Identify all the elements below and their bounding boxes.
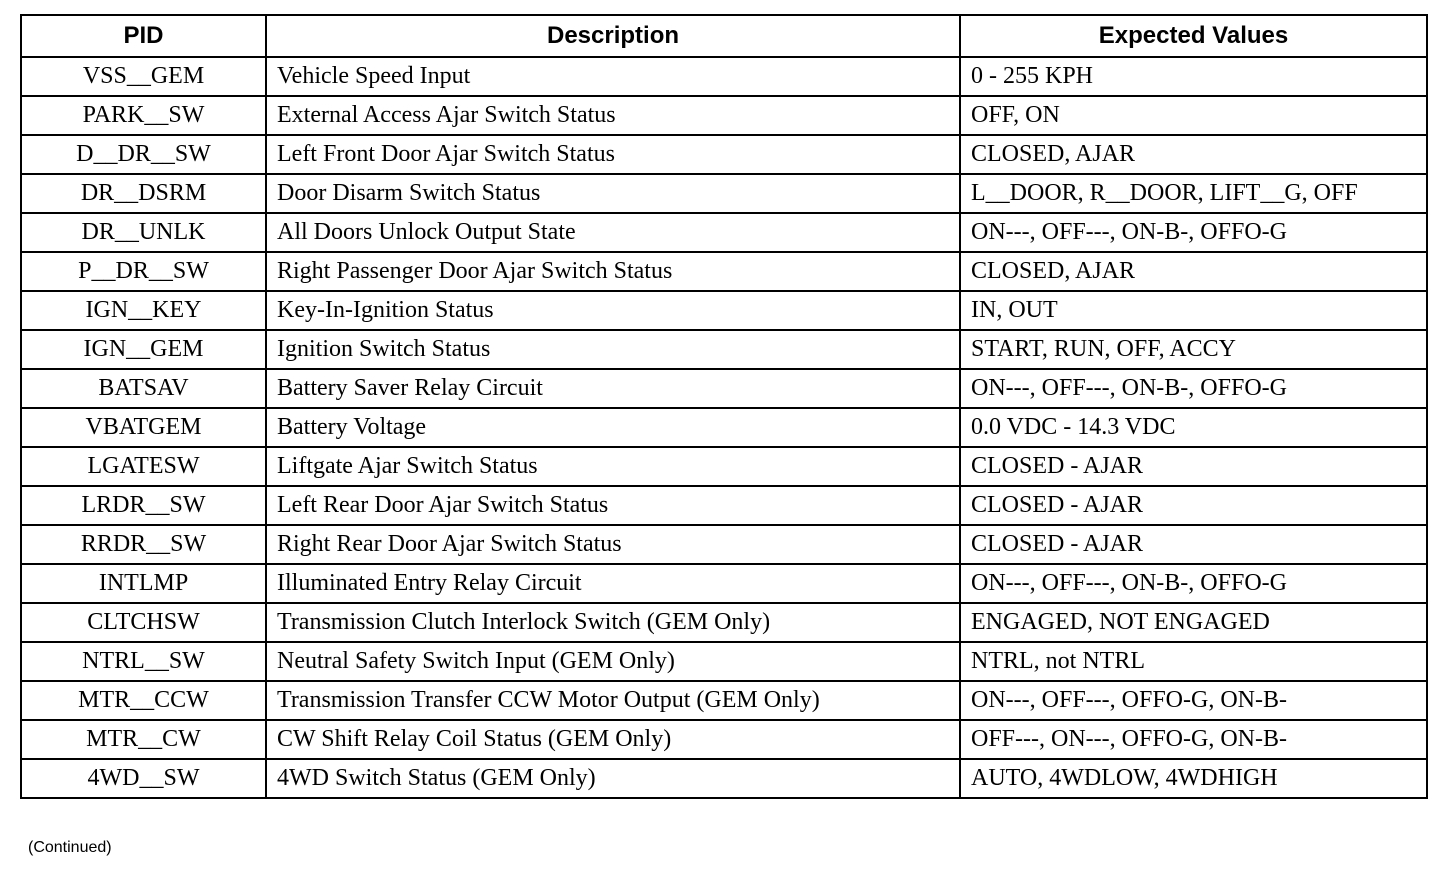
table-row [21,408,1427,447]
table-row [21,96,1427,135]
expected-values-cell: CLOSED, AJAR [960,252,1427,291]
expected-values-cell: CLOSED - AJAR [960,486,1427,525]
table-row [21,447,1427,486]
pid-cell: NTRL__SW [21,642,266,681]
pid-table [20,14,1428,799]
table-row [21,213,1427,252]
expected-values-cell: START, RUN, OFF, ACCY [960,330,1427,369]
expected-values-cell: 0.0 VDC - 14.3 VDC [960,408,1427,447]
expected-values-cell: ON---, OFF---, ON-B-, OFFO-G [960,564,1427,603]
description-cell: Ignition Switch Status [266,330,960,369]
pid-cell: P__DR__SW [21,252,266,291]
pid-cell: MTR__CW [21,720,266,759]
pid-cell: IGN__GEM [21,330,266,369]
description-cell: Transmission Transfer CCW Motor Output (GEM Only) [266,681,960,720]
description-cell: Battery Saver Relay Circuit [266,369,960,408]
description-cell: Left Rear Door Ajar Switch Status [266,486,960,525]
table-row [21,564,1427,603]
pid-cell: VBATGEM [21,408,266,447]
table-row [21,369,1427,408]
table-row [21,174,1427,213]
description-cell: Left Front Door Ajar Switch Status [266,135,960,174]
table-row [21,135,1427,174]
description-cell: Liftgate Ajar Switch Status [266,447,960,486]
expected-values-column-header: Expected Values [960,15,1427,57]
table-row [21,642,1427,681]
table-row [21,57,1427,96]
expected-values-cell: L__DOOR, R__DOOR, LIFT__G, OFF [960,174,1427,213]
pid-cell: IGN__KEY [21,291,266,330]
expected-values-cell: ON---, OFF---, OFFO-G, ON-B- [960,681,1427,720]
expected-values-cell: NTRL, not NTRL [960,642,1427,681]
description-cell: Illuminated Entry Relay Circuit [266,564,960,603]
table-row [21,252,1427,291]
expected-values-cell: ON---, OFF---, ON-B-, OFFO-G [960,213,1427,252]
pid-cell: CLTCHSW [21,603,266,642]
pid-cell: LRDR__SW [21,486,266,525]
description-cell: Battery Voltage [266,408,960,447]
pid-cell: DR__UNLK [21,213,266,252]
expected-values-cell: IN, OUT [960,291,1427,330]
description-cell: All Doors Unlock Output State [266,213,960,252]
table-row [21,486,1427,525]
table-row [21,291,1427,330]
expected-values-cell: ON---, OFF---, ON-B-, OFFO-G [960,369,1427,408]
table-body [21,57,1427,798]
pid-column-header: PID [21,15,266,57]
pid-cell: VSS__GEM [21,57,266,96]
description-cell: Door Disarm Switch Status [266,174,960,213]
table-row [21,720,1427,759]
description-cell: Key-In-Ignition Status [266,291,960,330]
description-cell: Right Rear Door Ajar Switch Status [266,525,960,564]
description-column-header: Description [266,15,960,57]
continued-note: (Continued) [28,839,112,856]
pid-cell: DR__DSRM [21,174,266,213]
table-row [21,603,1427,642]
pid-cell: MTR__CCW [21,681,266,720]
pid-cell: PARK__SW [21,96,266,135]
header-row [21,15,1427,57]
table-row [21,681,1427,720]
expected-values-cell: AUTO, 4WDLOW, 4WDHIGH [960,759,1427,798]
description-cell: External Access Ajar Switch Status [266,96,960,135]
description-cell: Vehicle Speed Input [266,57,960,96]
pid-cell: D__DR__SW [21,135,266,174]
table-row [21,525,1427,564]
table-row [21,759,1427,798]
expected-values-cell: OFF---, ON---, OFFO-G, ON-B- [960,720,1427,759]
expected-values-cell: 0 - 255 KPH [960,57,1427,96]
description-cell: Neutral Safety Switch Input (GEM Only) [266,642,960,681]
expected-values-cell: CLOSED - AJAR [960,525,1427,564]
expected-values-cell: ENGAGED, NOT ENGAGED [960,603,1427,642]
description-cell: Right Passenger Door Ajar Switch Status [266,252,960,291]
table-row [21,330,1427,369]
pid-cell: LGATESW [21,447,266,486]
description-cell: 4WD Switch Status (GEM Only) [266,759,960,798]
pid-cell: INTLMP [21,564,266,603]
expected-values-cell: CLOSED - AJAR [960,447,1427,486]
description-cell: Transmission Clutch Interlock Switch (GEM Only) [266,603,960,642]
description-cell: CW Shift Relay Coil Status (GEM Only) [266,720,960,759]
pid-cell: 4WD__SW [21,759,266,798]
pid-cell: RRDR__SW [21,525,266,564]
pid-cell: BATSAV [21,369,266,408]
expected-values-cell: OFF, ON [960,96,1427,135]
expected-values-cell: CLOSED, AJAR [960,135,1427,174]
